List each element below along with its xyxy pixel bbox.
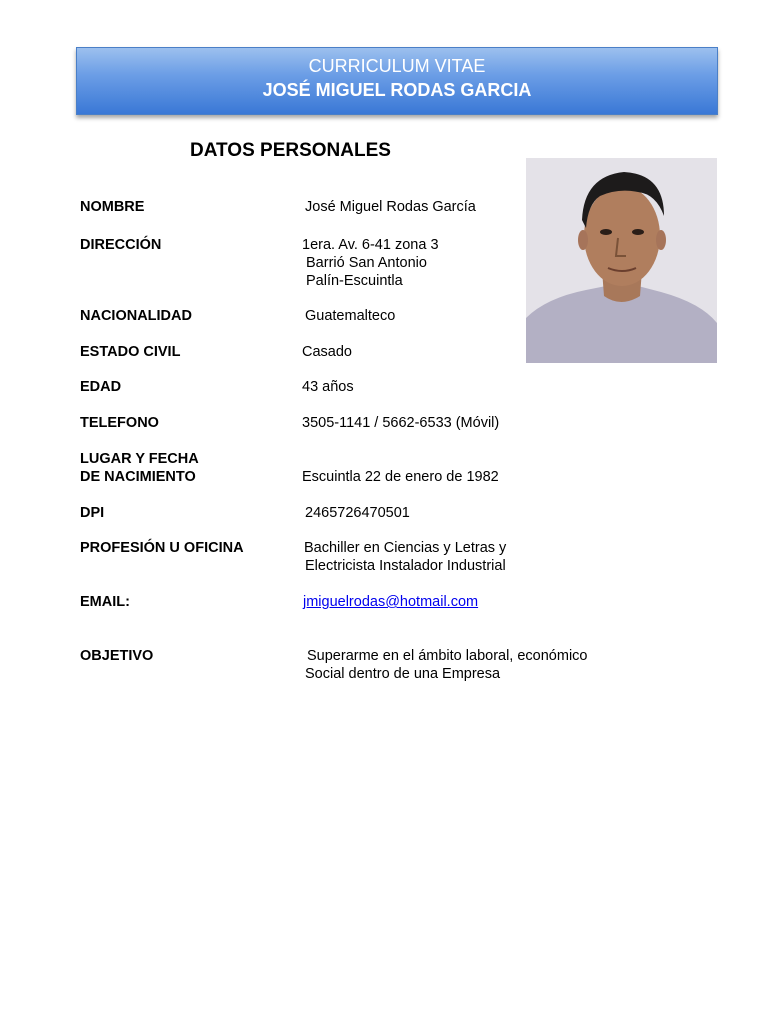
cv-person-name: JOSÉ MIGUEL RODAS GARCIA [262,80,532,100]
value-dpi: 2465726470501 [305,505,410,521]
value-objetivo-line1: Superarme en el ámbito laboral, económico [307,648,588,664]
label-email: EMAIL: [80,594,130,610]
label-nacionalidad: NACIONALIDAD [80,308,192,324]
label-nacimiento-line2: DE NACIMIENTO [80,469,196,485]
label-objetivo: OBJETIVO [80,648,154,664]
person-photo-icon [526,158,717,363]
value-nombre: José Miguel Rodas García [305,199,476,215]
value-telefono: 3505-1141 / 5662-6533 (Móvil) [302,415,500,431]
label-edad: EDAD [80,379,122,395]
label-estado-civil: ESTADO CIVIL [80,344,181,360]
value-edad: 43 años [302,379,354,395]
label-nacimiento-line1: LUGAR Y FECHA [80,451,199,467]
value-objetivo-line2: Social dentro de una Empresa [305,666,501,682]
section-title: DATOS PERSONALES [190,140,391,161]
label-direccion: DIRECCIÓN [80,237,162,253]
value-nacimiento: Escuintla 22 de enero de 1982 [302,469,499,485]
value-estado-civil: Casado [302,344,352,360]
label-dpi: DPI [80,505,105,521]
label-profesion: PROFESIÓN U OFICINA [80,540,244,556]
label-nombre: NOMBRE [80,199,145,215]
cv-title: CURRICULUM VITAE [308,56,486,76]
value-profesion-line1: Bachiller en Ciencias y Letras y [304,540,507,556]
value-nacionalidad: Guatemalteco [305,308,396,324]
value-direccion-line1: 1era. Av. 6-41 zona 3 [302,237,439,253]
cv-header-banner [76,47,718,115]
label-telefono: TELEFONO [80,415,159,431]
value-profesion-line2: Electricista Instalador Industrial [305,558,506,574]
value-direccion-line3: Palín-Escuintla [306,273,403,289]
email-link[interactable]: jmiguelrodas@hotmail.com [303,594,479,610]
profile-photo [526,158,717,363]
value-email [303,593,478,611]
value-direccion-line2: Barrió San Antonio [306,255,427,271]
